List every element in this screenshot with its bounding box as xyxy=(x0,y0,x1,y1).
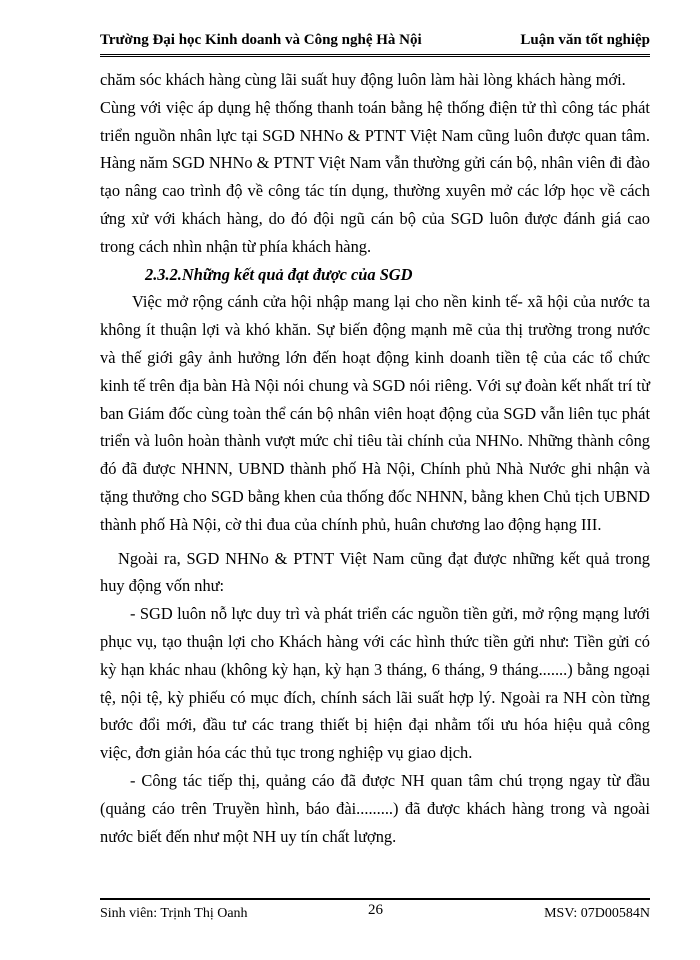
paragraph-integration: Việc mở rộng cánh cửa hội nhập mang lại cho nền kinh tế- xã hội của nước ta không ít thuận lợi và khó khăn. Sự biến động mạnh mẽ của thị trường trong nước và thế giới gây ảnh hưởng lớn đến hoạt động kinh doanh tiền tệ của các tổ chức kinh tế trên địa bàn Hà Nội nói chung và SGD nói riêng. Với sự đoàn kết nhất trí từ ban Giám đốc cùng toàn thể cán bộ nhân viên hoạt động của SGD vẫn liên tục phát triển và luôn hoàn thành vượt mức chỉ tiêu tài chính của NHNo. Những thành công đó đã được NHNN, UBND thành phố Hà Nội, Chính phủ Nhà Nước ghi nhận và tặng thưởng cho SGD bằng khen của thống đốc NHNN, bằng khen Chủ tịch UBND thành phố Hà Nội, cờ thi đua của chính phủ, huân chương lao động hạng III. xyxy=(100,292,650,534)
footer-student-id: MSV: 07D00584N xyxy=(544,906,650,921)
header-document-type: Luận văn tốt nghiệp xyxy=(520,32,650,48)
bullet-marketing: - Công tác tiếp thị, quảng cáo đã được NH quan tâm chú trọng ngay từ đầu (quảng cáo trên Truyền hình, báo đài.........) đã được khách hàng trong và ngoài nước biết đến như một NH uy tín chất lượng. xyxy=(100,770,650,846)
paragraph-training: Cùng với việc áp dụng hệ thống thanh toán bằng hệ thống điện tử thì công tác phát triển nguồn nhân lực tại SGD NHNo & PTNT Việt Nam cũng luôn được quan tâm. Hàng năm SGD NHNo & PTNT Việt Nam vẫn thường gửi cán bộ, nhân viên đi đào tạo nâng cao trình độ về công tác tín dụng, thường xuyên mở các lớp học về cách ứng xử với khách hàng, do đó đội ngũ cán bộ của SGD luôn được đánh giá cao trong cách nhìn nhận từ phía khách hàng. xyxy=(100,97,650,256)
footer-student-name: Sinh viên: Trịnh Thị Oanh xyxy=(100,906,248,921)
paragraph-continuation: chăm sóc khách hàng cùng lãi suất huy động luôn làm hài lòng khách hàng mới. xyxy=(100,70,626,89)
page-footer xyxy=(100,898,650,924)
page-number: 26 xyxy=(368,902,383,918)
section-heading: 2.3.2.Những kết quả đạt được của SGD xyxy=(145,264,413,284)
page-body xyxy=(100,66,650,850)
bullet-deposits: - SGD luôn nỗ lực duy trì và phát triển các nguồn tiền gửi, mở rộng mạng lưới phục vụ, tạo thuận lợi cho Khách hàng với các hình thức tiền gửi như: Tiền gửi có kỳ hạn khác nhau (không kỳ hạn, kỳ hạn 3 tháng, 6 tháng, 9 tháng.......) bằng ngoại tệ, nội tệ, kỳ phiếu có mục đích, chính sách lãi suất hợp lý. Ngoài ra NH còn từng bước đổi mới, đầu tư các trang thiết bị hiện đại nhằm tối ưu hóa hiệu quả công việc, đơn giản hóa các thủ tục trong nghiệp vụ giao dịch. xyxy=(100,604,650,763)
header-school-name: Trường Đại học Kinh doanh và Công nghệ Hà Nội xyxy=(100,32,422,48)
page-header xyxy=(100,30,650,57)
paragraph-results-intro: Ngoài ra, SGD NHNo & PTNT Việt Nam cũng đạt được những kết quả trong huy động vốn như: xyxy=(100,548,650,596)
